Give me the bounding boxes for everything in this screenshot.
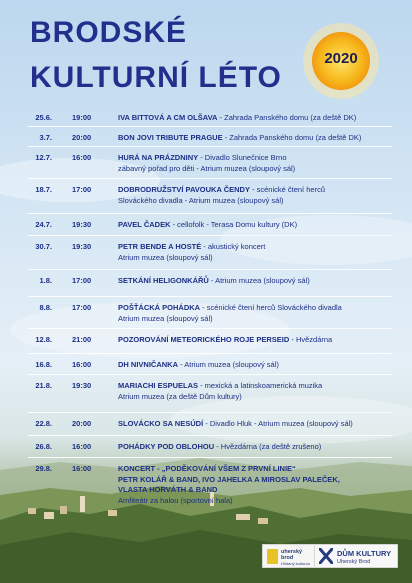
event-name: PAVEL ČADEK: [118, 220, 171, 229]
event-name: HURÁ NA PRÁZDNINY: [118, 153, 199, 162]
event-time: 17:00: [72, 276, 92, 285]
event-row: [28, 147, 392, 179]
event-time: 16:00: [72, 153, 92, 162]
event-detail-line2: zábavný pořad pro děti - Atrium muzea (sloupový sál): [118, 163, 296, 173]
event-name: SETKÁNÍ HELIGONKÁŘŮ: [118, 276, 209, 285]
event-row: [28, 127, 392, 147]
event-time: 20:00: [72, 133, 92, 142]
event-detail: - scénické čtení herců Slováckého divadla: [200, 303, 342, 312]
event-name: BON JOVI TRIBUTE PRAGUE: [118, 133, 223, 142]
uhersky-brod-logo: [262, 544, 320, 568]
event-time: 17:00: [72, 185, 92, 194]
event-date: 12.7.: [35, 153, 52, 162]
uhersky-brod-logo-text: uherský brod: [281, 549, 303, 561]
event-detail: - Hvězdárna: [289, 335, 333, 344]
event-date: 22.8.: [35, 419, 52, 428]
event-row: [28, 329, 392, 354]
event-row: [28, 270, 392, 297]
event-detail: - scénické čtení herců: [249, 185, 325, 194]
uhersky-brod-mark-icon: [267, 549, 278, 564]
event-name: POŠŤÁCKÁ POHÁDKA: [118, 303, 201, 312]
event-detail: - mexická a latinskoamerická muzika: [198, 381, 323, 390]
event-time: 19:30: [72, 242, 92, 251]
event-time: 19:30: [72, 220, 92, 229]
event-date: 12.8.: [35, 335, 52, 344]
event-date: 26.8.: [35, 442, 52, 451]
event-detail: - Divadlo Hluk - Atrium muzea (sloupový sál): [203, 419, 353, 428]
event-date: 21.8.: [35, 381, 52, 390]
event-name: IVA BITTOVÁ A CM OLŠAVA: [118, 113, 218, 122]
event-date: 25.6.: [35, 113, 52, 122]
event-detail-line2: PETR KOLÁŘ & BAND, IVO JAHELKA A MIROSLAV PALEČEK,: [118, 474, 340, 484]
event-name: POZOROVÁNÍ METEORICKÉHO ROJE PERSEID: [118, 335, 290, 344]
dum-kultury-logo-name: DŮM KULTURY: [337, 549, 392, 558]
sponsor-logos: [262, 544, 398, 568]
event-date: 3.7.: [39, 133, 52, 142]
event-detail: - cellofolk - Terasa Domu kultury (DK): [170, 220, 298, 229]
event-description: [118, 360, 390, 371]
event-row: [28, 214, 392, 236]
event-row: [28, 375, 392, 413]
event-row: [28, 297, 392, 329]
event-description: [118, 113, 390, 124]
year-label: 2020: [324, 50, 358, 67]
event-schedule: [28, 107, 392, 508]
event-detail-line4: Amfiteátr za halou (sportovní hala): [118, 495, 233, 505]
event-name: DOBRODRUŽSTVÍ PAVOUKA ČENDY: [118, 185, 250, 194]
event-time: 16:00: [72, 360, 92, 369]
event-description: [118, 185, 390, 206]
event-detail: - akustický koncert: [201, 242, 266, 251]
event-row: [28, 458, 392, 508]
event-row: [28, 107, 392, 127]
event-description: [118, 133, 390, 144]
dum-kultury-x-icon: [319, 548, 333, 564]
event-description: [118, 242, 390, 263]
event-name: POHÁDKY POD OBLOHOU: [118, 442, 215, 451]
title-line-2: KULTURNÍ LÉTO: [30, 61, 282, 94]
event-time: 19:00: [72, 113, 92, 122]
event-detail: KONCERT - „PODĚKOVÁNÍ VŠEM Z PRVNÍ LINIE“: [118, 464, 296, 473]
title-line-1: BRODSKÉ: [30, 16, 188, 49]
event-name: MARIACHI ESPUELAS: [118, 381, 199, 390]
event-detail-line2: Atrium muzea (sloupový sál): [118, 313, 213, 323]
event-time: 16:00: [72, 464, 92, 473]
event-date: 18.7.: [35, 185, 52, 194]
event-description: [118, 276, 390, 287]
event-date: 8.8.: [39, 303, 52, 312]
event-row: [28, 236, 392, 270]
event-detail: - Atrium muzea (sloupový sál): [178, 360, 279, 369]
event-description: [118, 381, 390, 402]
event-detail: - Divadlo Slunečnice Brno: [198, 153, 287, 162]
event-description: [118, 464, 390, 506]
event-detail: - Hvězdárna (za deště zrušeno): [214, 442, 322, 451]
event-time: 21:00: [72, 335, 92, 344]
event-row: [28, 354, 392, 375]
event-description: [118, 335, 390, 346]
event-detail-line2: Atrium muzea (za deště Dům kultury): [118, 391, 242, 401]
event-detail: - Zahrada Panského domu (za deště DK): [222, 133, 362, 142]
event-time: 17:00: [72, 303, 92, 312]
event-detail-line2: Atrium muzea (sloupový sál): [118, 252, 213, 262]
event-detail: - Atrium muzea (sloupový sál): [208, 276, 310, 285]
event-row: [28, 436, 392, 458]
event-description: [118, 442, 390, 453]
event-date: 24.7.: [35, 220, 52, 229]
event-description: [118, 220, 390, 231]
event-date: 30.7.: [35, 242, 52, 251]
event-date: 16.8.: [35, 360, 52, 369]
event-row: [28, 179, 392, 214]
uhersky-brod-logo-subtext: Hlídaný kulturou: [281, 561, 310, 566]
event-date: 1.8.: [39, 276, 52, 285]
event-time: 19:30: [72, 381, 92, 390]
event-description: [118, 153, 390, 174]
dum-kultury-logo-subtext: Uherský Brod: [337, 559, 371, 565]
event-time: 16:00: [72, 442, 92, 451]
event-row: [28, 413, 392, 436]
event-description: [118, 303, 390, 324]
event-description: [118, 419, 390, 430]
event-time: 20:00: [72, 419, 92, 428]
event-name: SLOVÁCKO SA NESÚDÍ: [118, 419, 204, 428]
dum-kultury-logo: [314, 544, 398, 568]
event-name: PETR BENDE A HOSTÉ: [118, 242, 202, 251]
event-detail: - Zahrada Panského domu (za deště DK): [217, 113, 357, 122]
event-detail-line3: VLASTA HORVÁTH & BAND: [118, 485, 218, 494]
event-name: DH NIVNIČANKA: [118, 360, 178, 369]
event-date: 29.8.: [35, 464, 52, 473]
event-detail-line2: Slováckého divadla - Atrium muzea (sloupový sál): [118, 195, 284, 205]
